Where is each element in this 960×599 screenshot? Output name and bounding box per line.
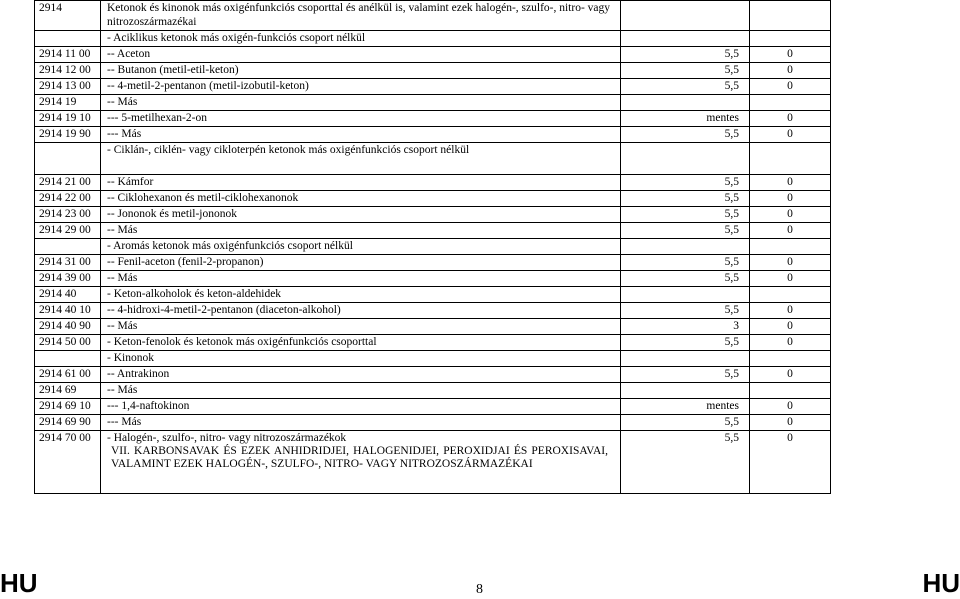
- cn-code: 2914 29 00: [35, 223, 101, 239]
- duty-rate: mentes: [621, 399, 750, 415]
- table-row: [35, 63, 831, 79]
- description: --- 5-metilhexan-2-on: [101, 111, 621, 127]
- table-row: [35, 223, 831, 239]
- cn-code: 2914 39 00: [35, 271, 101, 287]
- duty-rate: [621, 351, 750, 367]
- cn-code: [35, 351, 101, 367]
- cn-code: 2914 12 00: [35, 63, 101, 79]
- description: - Kinonok: [101, 351, 621, 367]
- cn-code: 2914 21 00: [35, 175, 101, 191]
- duty-rate: 5,5: [621, 63, 750, 79]
- duty-rate: 5,5: [621, 223, 750, 239]
- cn-code: 2914 70 00: [35, 431, 101, 494]
- extra-value: 0: [750, 63, 831, 79]
- table-row: [35, 399, 831, 415]
- duty-rate: 5,5: [621, 335, 750, 351]
- cn-code: 2914 61 00: [35, 367, 101, 383]
- extra-value: 0: [750, 271, 831, 287]
- extra-value: [750, 287, 831, 303]
- table-row: [35, 143, 831, 175]
- table-row: [35, 383, 831, 399]
- duty-rate: 5,5: [621, 255, 750, 271]
- description: -- Más: [101, 223, 621, 239]
- description: -- 4-metil-2-pentanon (metil-izobutil-keton): [101, 79, 621, 95]
- duty-rate: [621, 287, 750, 303]
- table-row: [35, 271, 831, 287]
- table-row: [35, 111, 831, 127]
- cn-code: [35, 239, 101, 255]
- duty-rate: 5,5: [621, 431, 750, 494]
- cn-code: 2914 40 90: [35, 319, 101, 335]
- description: --- Más: [101, 127, 621, 143]
- description: -- Más: [101, 271, 621, 287]
- description: - Ciklán-, ciklén- vagy cikloterpén ketonok más oxigénfunkciós csoport nélkül: [101, 143, 621, 175]
- table-row: [35, 79, 831, 95]
- cn-code: [35, 31, 101, 47]
- table-row: [35, 303, 831, 319]
- table-row: [35, 415, 831, 431]
- cn-code: 2914 40 10: [35, 303, 101, 319]
- table-row: [35, 255, 831, 271]
- cn-code: 2914 19 90: [35, 127, 101, 143]
- table-row: [35, 239, 831, 255]
- extra-value: [750, 143, 831, 175]
- extra-value: 0: [750, 79, 831, 95]
- description: --- Más: [101, 415, 621, 431]
- extra-value: [750, 31, 831, 47]
- description: - Keton-alkoholok és keton-aldehidek: [101, 287, 621, 303]
- description: --- 1,4-naftokinon: [101, 399, 621, 415]
- table-row: [35, 47, 831, 63]
- duty-rate: 5,5: [621, 47, 750, 63]
- duty-rate: 5,5: [621, 175, 750, 191]
- extra-value: 0: [750, 415, 831, 431]
- description: -- Butanon (metil-etil-keton): [101, 63, 621, 79]
- duty-rate: 5,5: [621, 303, 750, 319]
- table-row: [35, 367, 831, 383]
- extra-value: 0: [750, 191, 831, 207]
- page-number: 8: [476, 582, 483, 597]
- duty-rate: [621, 383, 750, 399]
- table-row: [35, 335, 831, 351]
- cn-code: 2914 69 10: [35, 399, 101, 415]
- table-row: [35, 95, 831, 111]
- table-row: [35, 191, 831, 207]
- description: -- Más: [101, 95, 621, 111]
- duty-rate: [621, 143, 750, 175]
- extra-value: 0: [750, 111, 831, 127]
- description: - Keton-fenolok és ketonok más oxigénfunkciós csoporttal: [101, 335, 621, 351]
- extra-value: [750, 95, 831, 111]
- cn-code: 2914 69: [35, 383, 101, 399]
- extra-value: 0: [750, 303, 831, 319]
- country-code-left: HU: [0, 568, 38, 598]
- table-row: [35, 207, 831, 223]
- description: -- Kámfor: [101, 175, 621, 191]
- description: -- Más: [101, 319, 621, 335]
- duty-rate: [621, 1, 750, 31]
- table-row: [35, 175, 831, 191]
- description-cell: [101, 431, 621, 494]
- description: - Halogén-, szulfo-, nitro- vagy nitrozoszármazékok: [107, 432, 347, 444]
- cn-code: 2914 19 10: [35, 111, 101, 127]
- section-heading: VII. KARBONSAVAK ÉS EZEK ANHIDRIDJEI, HALOGENIDJEI, PEROXIDJAI ÉS PEROXISAVAI, VALAMINT EZEK HALOGÉN-, SZULFO-, NITRO- VAGY NITROZOSZÁRMAZÉKAI: [111, 445, 608, 470]
- duty-rate: 5,5: [621, 367, 750, 383]
- extra-value: [750, 351, 831, 367]
- duty-rate: [621, 239, 750, 255]
- table-row: [35, 431, 831, 494]
- extra-value: 0: [750, 399, 831, 415]
- duty-rate: 5,5: [621, 271, 750, 287]
- extra-value: 0: [750, 335, 831, 351]
- cn-code: 2914 22 00: [35, 191, 101, 207]
- extra-value: [750, 383, 831, 399]
- cn-code: 2914 40: [35, 287, 101, 303]
- table-row: [35, 287, 831, 303]
- cn-code: 2914 23 00: [35, 207, 101, 223]
- extra-value: 0: [750, 127, 831, 143]
- cn-code: 2914 13 00: [35, 79, 101, 95]
- description: -- Aceton: [101, 47, 621, 63]
- extra-value: [750, 1, 831, 31]
- description: Ketonok és kinonok más oxigénfunkciós csoporttal és anélkül is, valamint ezek halogén-, szulfo-, nitro- vagy nitrozoszármazékai: [101, 1, 621, 31]
- cn-code: 2914 19: [35, 95, 101, 111]
- extra-value: [750, 239, 831, 255]
- extra-value: 0: [750, 255, 831, 271]
- extra-value: 0: [750, 319, 831, 335]
- duty-rate: 3: [621, 319, 750, 335]
- cn-code: 2914 31 00: [35, 255, 101, 271]
- cn-code: 2914 11 00: [35, 47, 101, 63]
- description: -- 4-hidroxi-4-metil-2-pentanon (diaceton-alkohol): [101, 303, 621, 319]
- duty-rate: 5,5: [621, 79, 750, 95]
- duty-rate: 5,5: [621, 415, 750, 431]
- description: - Aromás ketonok más oxigénfunkciós csoport nélkül: [101, 239, 621, 255]
- description: -- Antrakinon: [101, 367, 621, 383]
- extra-value: 0: [750, 431, 831, 494]
- table-row: [35, 31, 831, 47]
- tariff-table: [34, 0, 831, 494]
- cn-code: [35, 143, 101, 175]
- extra-value: 0: [750, 367, 831, 383]
- cn-code: 2914: [35, 1, 101, 31]
- extra-value: 0: [750, 175, 831, 191]
- extra-value: 0: [750, 47, 831, 63]
- table-row: [35, 1, 831, 31]
- duty-rate: [621, 95, 750, 111]
- table-row: [35, 127, 831, 143]
- description: -- Fenil-aceton (fenil-2-propanon): [101, 255, 621, 271]
- duty-rate: 5,5: [621, 127, 750, 143]
- description: -- Más: [101, 383, 621, 399]
- duty-rate: 5,5: [621, 207, 750, 223]
- cn-code: 2914 50 00: [35, 335, 101, 351]
- country-code-right: HU: [922, 568, 960, 598]
- extra-value: 0: [750, 223, 831, 239]
- duty-rate: 5,5: [621, 191, 750, 207]
- duty-rate: mentes: [621, 111, 750, 127]
- table-row: [35, 351, 831, 367]
- description: -- Jononok és metil-jononok: [101, 207, 621, 223]
- table-row: [35, 319, 831, 335]
- extra-value: 0: [750, 207, 831, 223]
- description: - Aciklikus ketonok más oxigén-funkciós csoport nélkül: [101, 31, 621, 47]
- description: -- Ciklohexanon és metil-ciklohexanonok: [101, 191, 621, 207]
- duty-rate: [621, 31, 750, 47]
- cn-code: 2914 69 90: [35, 415, 101, 431]
